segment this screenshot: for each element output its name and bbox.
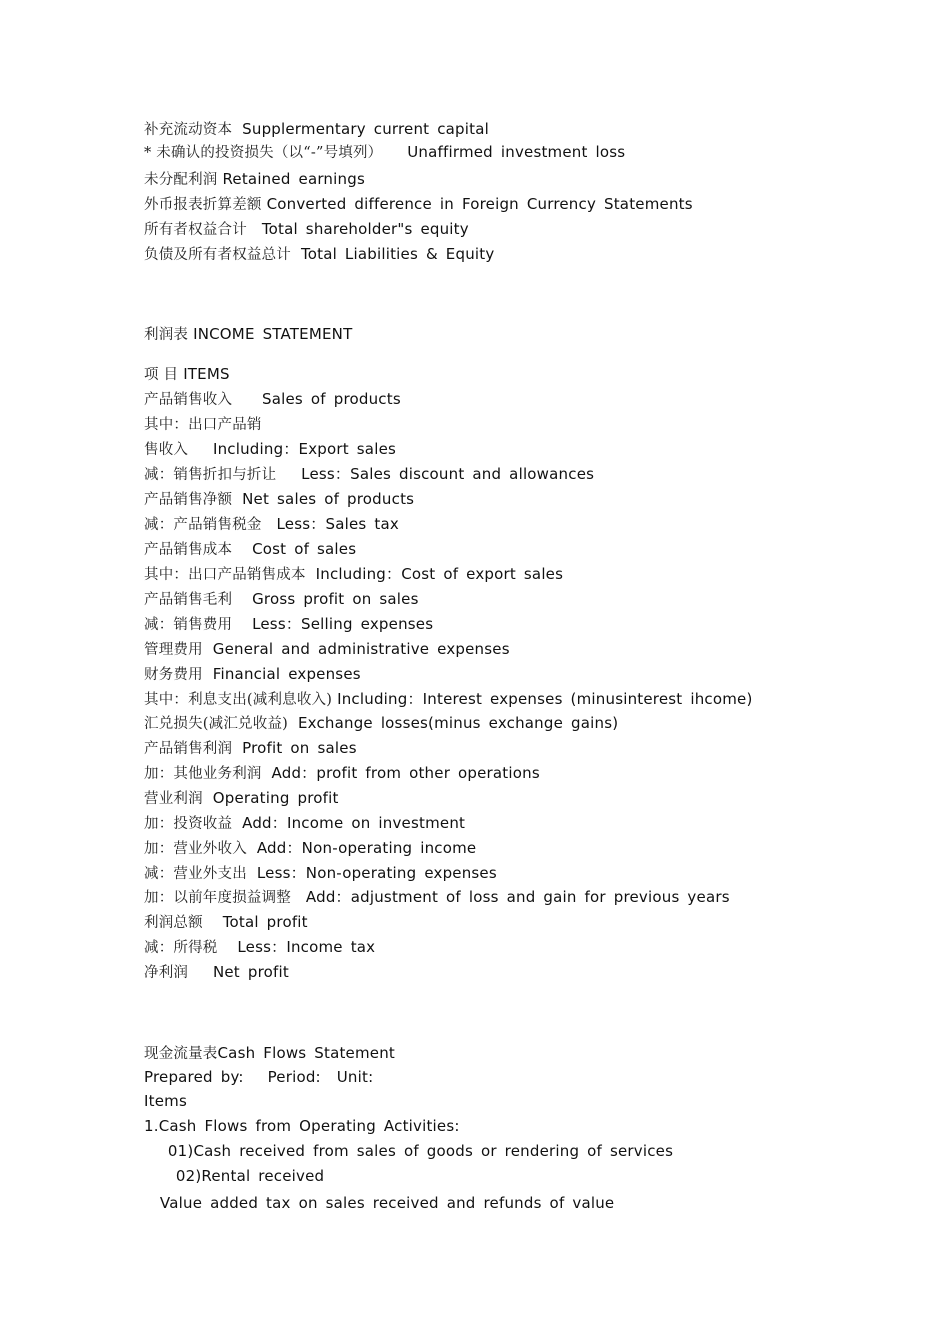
income-statement-title: 利润表 INCOME STATEMENT [144, 325, 353, 343]
is-row: 减：销售折扣与折让 Less：Sales discount and allowances [144, 465, 595, 483]
is-row: 售收入 Including：Export sales [144, 440, 397, 458]
bs-line-total-equity: 所有者权益合计 Total shareholder"s equity [144, 220, 469, 238]
cash-flow-prepared-line: Prepared by: Period: Unit: [144, 1068, 374, 1086]
cash-flow-items-header: Items [144, 1092, 187, 1110]
is-row: 减：产品销售税金 Less：Sales tax [144, 515, 399, 533]
is-row: 其中：出口产品销售成本 Including：Cost of export sales [144, 565, 564, 583]
is-row: 汇兑损失(减汇兑收益) Exchange losses(minus exchange gains) [144, 714, 619, 732]
cash-flow-title: 现金流量表Cash Flows Statement [144, 1044, 396, 1062]
is-row: 其中：出口产品销 [144, 417, 262, 433]
cash-flow-row-01: 01)Cash received from sales of goods or rendering of services [144, 1142, 674, 1160]
is-row: 产品销售成本 Cost of sales [144, 540, 357, 558]
bs-line-converted-difference: 外币报表折算差额 Converted difference in Foreign Currency Statements [144, 195, 693, 213]
is-row: 营业利润 Operating profit [144, 789, 339, 807]
is-row: 产品销售利润 Profit on sales [144, 739, 357, 757]
is-row: 加：以前年度损益调整 Add：adjustment of loss and gain for previous years [144, 888, 730, 906]
is-row: 产品销售毛利 Gross profit on sales [144, 590, 419, 608]
is-row: 净利润 Net profit [144, 963, 289, 981]
is-row: 减：销售费用 Less：Selling expenses [144, 615, 434, 633]
bs-line-supplementary-capital: 补充流动资本 Supplermentary current capital [144, 120, 489, 138]
cash-flow-section-operating: 1.Cash Flows from Operating Activities: [144, 1117, 460, 1135]
income-statement-header: 项 目 ITEMS [144, 365, 230, 383]
is-row: 管理费用 General and administrative expenses [144, 640, 510, 658]
is-row: 产品销售收入 Sales of products [144, 390, 401, 408]
is-row: 加：投资收益 Add：Income on investment [144, 814, 466, 832]
cash-flow-row-vat: Value added tax on sales received and refunds of value [144, 1194, 615, 1212]
bs-line-total-liabilities-equity: 负债及所有者权益总计 Total Liabilities & Equity [144, 245, 495, 263]
is-row: 其中：利息支出(减利息收入) Including：Interest expenses (minusinterest ihcome) [144, 690, 753, 708]
is-row: 减：所得税 Less：Income tax [144, 938, 376, 956]
is-row: 产品销售净额 Net sales of products [144, 490, 415, 508]
is-row: 利润总额 Total profit [144, 913, 308, 931]
cash-flow-row-02: 02)Rental received [144, 1167, 325, 1185]
is-row: 加：其他业务利润 Add：profit from other operations [144, 764, 540, 782]
is-row: 减：营业外支出 Less：Non-operating expenses [144, 864, 497, 882]
bs-line-retained-earnings: 未分配利润 Retained earnings [144, 170, 365, 188]
is-row: 加：营业外收入 Add：Non-operating income [144, 839, 477, 857]
bs-line-unaffirmed-loss: * 未确认的投资损失（以“-”号填列） Unaffirmed investment loss [144, 143, 626, 161]
is-row: 财务费用 Financial expenses [144, 665, 361, 683]
